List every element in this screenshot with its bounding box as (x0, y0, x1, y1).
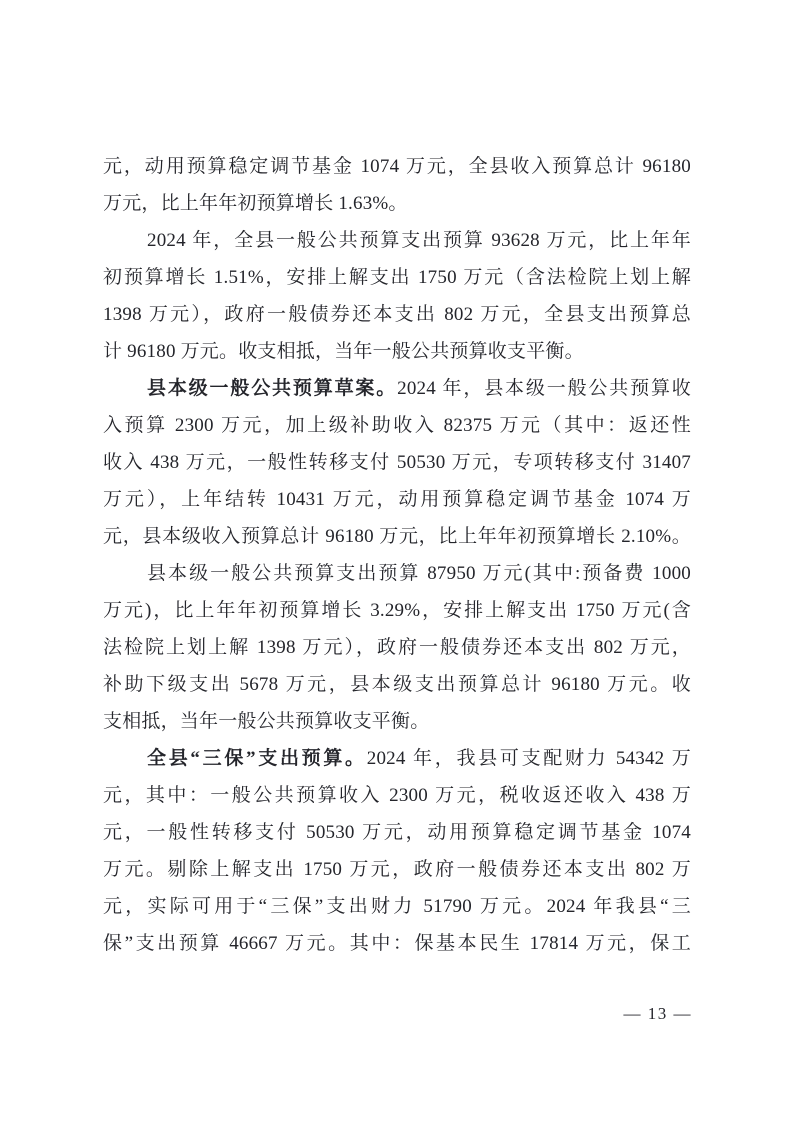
text-line (103, 333, 691, 370)
text-line (103, 814, 691, 851)
page-number: — 13 — (623, 1004, 692, 1023)
text-block (103, 148, 691, 962)
paragraph-heading: 县本级一般公共预算草案。 (147, 378, 398, 399)
text-segment: 万元），上年结转 10431 万元，动用预算稳定调节基金 1074 万 (103, 489, 691, 510)
text-line (103, 592, 691, 629)
text-segment: 收入 438 万元，一般性转移支付 50530 万元，专项转移支付 31407 (103, 452, 691, 473)
text-segment: 计 96180 万元。收支相抵，当年一般公共预算收支平衡。 (103, 341, 584, 362)
text-line (103, 629, 691, 666)
text-segment: 保”支出预算 46667 万元。其中：保基本民生 17814 万元，保工 (103, 933, 691, 954)
text-line (103, 296, 691, 333)
text-line (103, 925, 691, 962)
text-segment: 元，实际可用于“三保”支出财力 51790 万元。2024 年我县“三 (103, 896, 691, 917)
text-line (103, 555, 691, 592)
text-segment: 元，动用预算稳定调节基金 1074 万元，全县收入预算总计 96180 (103, 156, 691, 177)
text-segment: 元，县本级收入预算总计 96180 万元，比上年年初预算增长 2.10%。 (103, 526, 691, 547)
text-line (103, 259, 691, 296)
text-line (103, 703, 691, 740)
text-segment: 支相抵，当年一般公共预算收支平衡。 (103, 711, 430, 732)
text-segment: 2024 年，县本级一般公共预算收 (397, 378, 691, 399)
text-segment: 初预算增长 1.51%，安排上解支出 1750 万元（含法检院上划上解 (103, 267, 691, 288)
text-segment: 2024 年，我县可支配财力 54342 万 (366, 748, 691, 769)
text-line (103, 444, 691, 481)
text-line (103, 518, 691, 555)
text-segment: 补助下级支出 5678 万元，县本级支出预算总计 96180 万元。收 (103, 674, 691, 695)
text-segment: 2024 年，全县一般公共预算支出预算 93628 万元，比上年年 (147, 230, 691, 251)
text-line (103, 777, 691, 814)
text-segment: 万元)，比上年年初预算增长 3.29%，安排上解支出 1750 万元(含 (103, 600, 691, 621)
text-segment: 万元。剔除上解支出 1750 万元，政府一般债券还本支出 802 万 (103, 859, 691, 880)
text-segment: 万元，比上年年初预算增长 1.63%。 (103, 193, 408, 214)
text-segment: 法检院上划上解 1398 万元），政府一般债券还本支出 802 万元， (103, 637, 691, 658)
text-line (103, 740, 691, 777)
text-line (103, 185, 691, 222)
text-line (103, 481, 691, 518)
text-line (103, 888, 691, 925)
text-line (103, 851, 691, 888)
text-line (103, 222, 691, 259)
text-line (103, 666, 691, 703)
text-segment: 1398 万元），政府一般债券还本支出 802 万元，全县支出预算总 (103, 304, 691, 325)
paragraph-heading: 全县“三保”支出预算。 (147, 748, 367, 769)
text-line (103, 148, 691, 185)
text-line (103, 370, 691, 407)
text-segment: 元，其中：一般公共预算收入 2300 万元，税收返还收入 438 万 (103, 785, 691, 806)
text-segment: 县本级一般公共预算支出预算 87950 万元(其中:预备费 1000 (147, 563, 691, 584)
text-segment: 元，一般性转移支付 50530 万元，动用预算稳定调节基金 1074 (103, 822, 691, 843)
text-segment: 入预算 2300 万元，加上级补助收入 82375 万元（其中：返还性 (103, 415, 691, 436)
text-line (103, 407, 691, 444)
